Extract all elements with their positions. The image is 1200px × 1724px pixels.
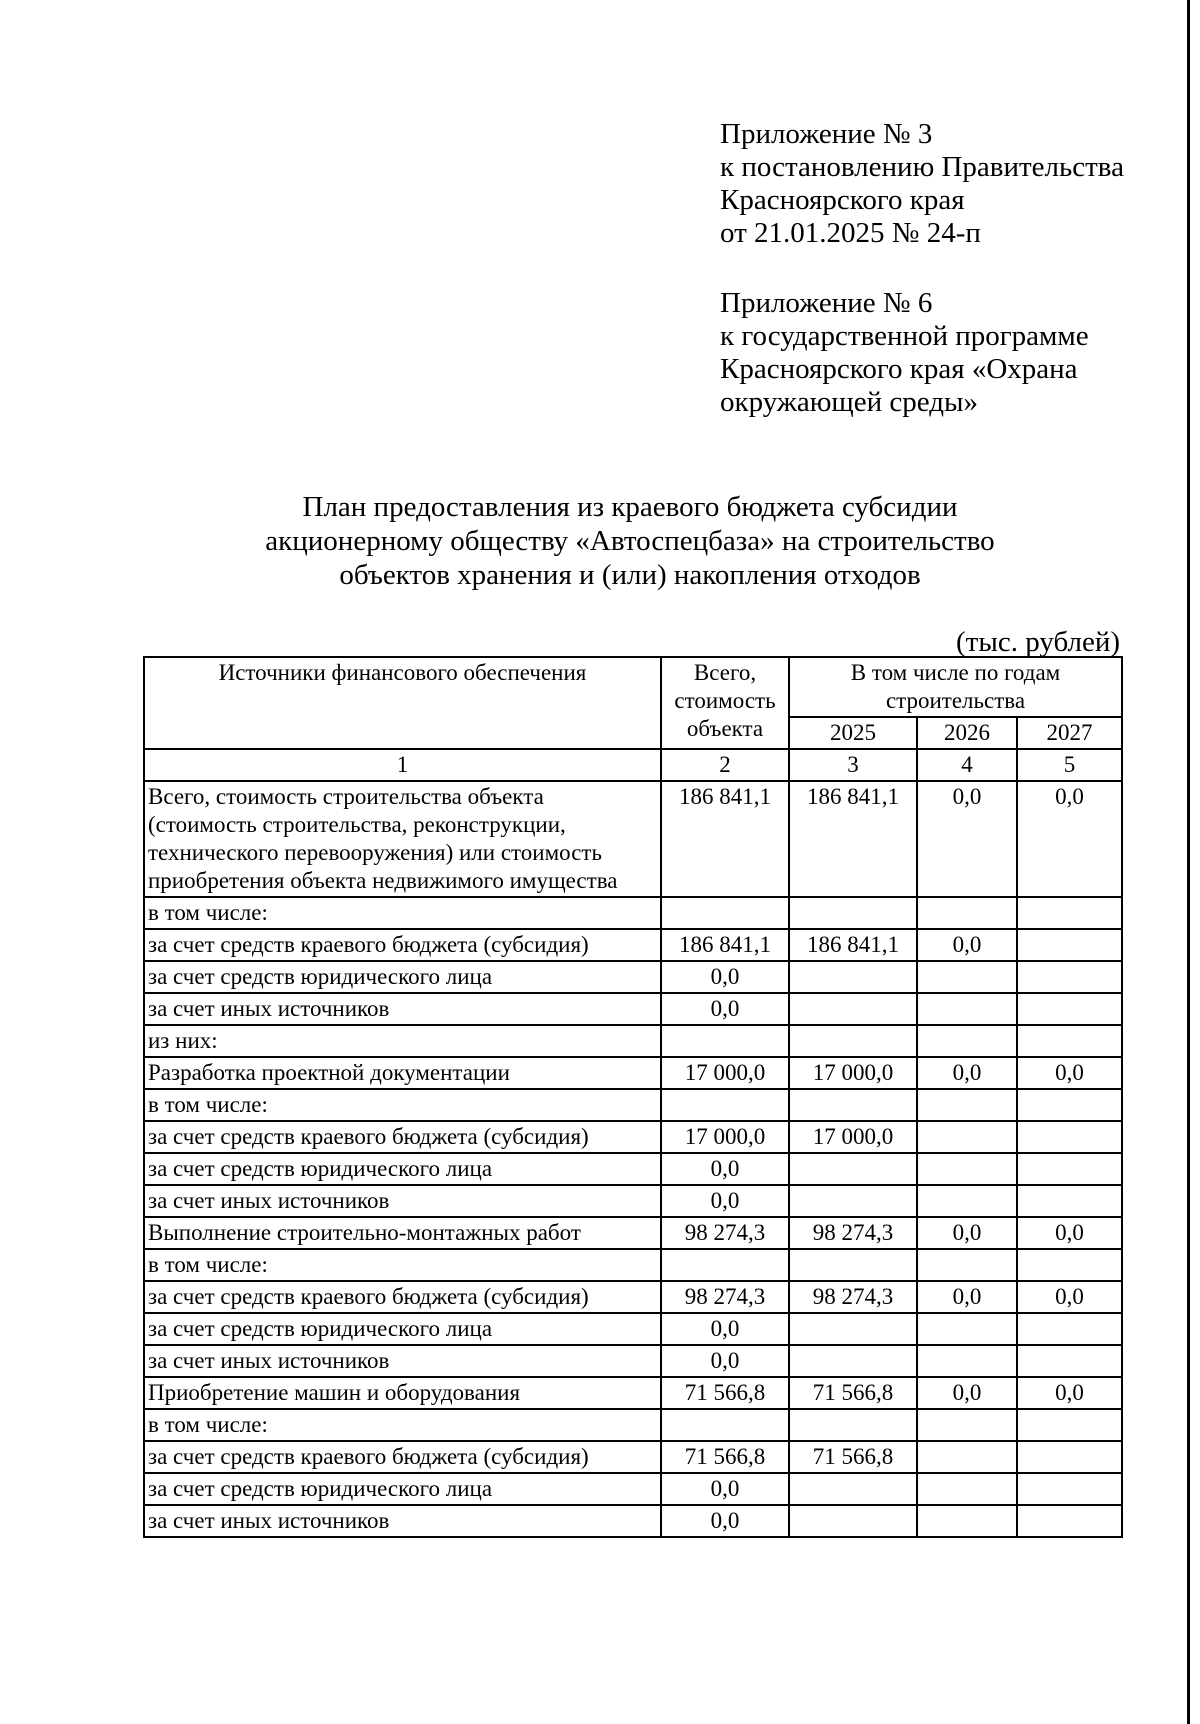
approval-line: Красноярского края (720, 184, 965, 216)
row-label: за счет иных источников (144, 1185, 661, 1217)
column-number: 5 (1017, 749, 1122, 781)
row-value-y2025: 98 274,3 (789, 1281, 917, 1313)
row-value-y2027 (1017, 1409, 1122, 1441)
row-value-y2027: 0,0 (1017, 781, 1122, 897)
row-label: в том числе: (144, 1249, 661, 1281)
row-value-y2025 (789, 1345, 917, 1377)
row-value-y2025 (789, 1505, 917, 1537)
row-value-y2027 (1017, 1345, 1122, 1377)
financing-table (143, 656, 1123, 1538)
table-row (144, 781, 1122, 897)
row-label: за счет средств юридического лица (144, 1313, 661, 1345)
table-row (144, 1249, 1122, 1281)
row-value-y2027 (1017, 929, 1122, 961)
row-label: в том числе: (144, 1089, 661, 1121)
header-total: Всего, стоимость объекта (661, 657, 789, 749)
column-number: 2 (661, 749, 789, 781)
row-value-y2027 (1017, 1153, 1122, 1185)
page-edge-line (1187, 0, 1190, 1724)
row-value-y2026 (917, 1121, 1017, 1153)
row-label: за счет средств юридического лица (144, 1473, 661, 1505)
table-row (144, 1441, 1122, 1473)
row-value-y2025 (789, 1153, 917, 1185)
table-row (144, 1057, 1122, 1089)
row-value-y2027 (1017, 1505, 1122, 1537)
table-body (144, 781, 1122, 1537)
document-title (140, 490, 1120, 592)
row-value-total: 0,0 (661, 1505, 789, 1537)
row-value-total: 98 274,3 (661, 1281, 789, 1313)
row-value-y2027 (1017, 1313, 1122, 1345)
row-value-total: 0,0 (661, 1345, 789, 1377)
row-value-y2025 (789, 1249, 917, 1281)
row-value-y2027: 0,0 (1017, 1217, 1122, 1249)
row-value-y2026: 0,0 (917, 1281, 1017, 1313)
table-row (144, 1409, 1122, 1441)
approval-line: к постановлению Правительства (720, 151, 1124, 183)
row-label: за счет иных источников (144, 1345, 661, 1377)
header-year-2025: 2025 (789, 717, 917, 749)
row-value-y2026 (917, 1441, 1017, 1473)
row-value-total: 0,0 (661, 1313, 789, 1345)
row-value-y2025 (789, 1473, 917, 1505)
row-label: за счет средств краевого бюджета (субсидия) (144, 929, 661, 961)
row-label: Всего, стоимость строительства объекта (стоимость строительства, реконструкции, технического перевооружения) или стоимость приобретения объекта недвижимого имущества (144, 781, 661, 897)
row-value-y2025 (789, 897, 917, 929)
row-label: за счет средств юридического лица (144, 1153, 661, 1185)
title-line: акционерному обществу «Автоспецбаза» на строительство (265, 525, 995, 557)
row-value-y2027 (1017, 993, 1122, 1025)
row-value-y2026: 0,0 (917, 1377, 1017, 1409)
row-value-y2026 (917, 1249, 1017, 1281)
row-value-y2027 (1017, 1089, 1122, 1121)
table-row (144, 1185, 1122, 1217)
header-year-2026: 2026 (917, 717, 1017, 749)
row-value-y2026 (917, 1185, 1017, 1217)
row-value-y2025 (789, 993, 917, 1025)
program-line: Красноярского края «Охрана (720, 353, 1078, 385)
row-label: за счет иных источников (144, 1505, 661, 1537)
row-value-y2025 (789, 961, 917, 993)
row-value-y2027: 0,0 (1017, 1377, 1122, 1409)
row-value-total: 17 000,0 (661, 1057, 789, 1089)
row-value-y2026 (917, 993, 1017, 1025)
row-value-total: 0,0 (661, 1473, 789, 1505)
row-value-total: 186 841,1 (661, 929, 789, 961)
table-row (144, 897, 1122, 929)
row-value-y2027 (1017, 1185, 1122, 1217)
row-value-y2027: 0,0 (1017, 1281, 1122, 1313)
row-value-y2025 (789, 1185, 917, 1217)
row-value-y2026 (917, 897, 1017, 929)
row-value-y2025: 71 566,8 (789, 1441, 917, 1473)
row-value-total (661, 897, 789, 929)
row-value-y2026 (917, 1025, 1017, 1057)
row-label: за счет средств юридического лица (144, 961, 661, 993)
table-row (144, 1281, 1122, 1313)
approval-header (720, 118, 1190, 250)
table-row (144, 1313, 1122, 1345)
header-year-2027: 2027 (1017, 717, 1122, 749)
row-value-y2025: 17 000,0 (789, 1057, 917, 1089)
row-value-y2027 (1017, 1249, 1122, 1281)
row-value-y2025: 186 841,1 (789, 781, 917, 897)
row-value-total (661, 1025, 789, 1057)
row-value-total: 17 000,0 (661, 1121, 789, 1153)
row-value-y2026 (917, 1345, 1017, 1377)
row-value-y2025: 17 000,0 (789, 1121, 917, 1153)
row-value-y2026 (917, 1473, 1017, 1505)
row-value-total: 98 274,3 (661, 1217, 789, 1249)
row-value-total (661, 1409, 789, 1441)
row-value-y2026 (917, 1089, 1017, 1121)
program-header (720, 287, 1190, 419)
approval-line: Приложение № 3 (720, 118, 933, 150)
row-value-total: 0,0 (661, 1185, 789, 1217)
program-line: Приложение № 6 (720, 287, 933, 319)
row-value-y2027 (1017, 1121, 1122, 1153)
table-row (144, 1345, 1122, 1377)
table-row (144, 993, 1122, 1025)
row-label: за счет иных источников (144, 993, 661, 1025)
row-value-y2025 (789, 1313, 917, 1345)
row-value-total: 0,0 (661, 961, 789, 993)
row-value-y2026 (917, 1313, 1017, 1345)
row-value-y2027 (1017, 961, 1122, 993)
row-value-total: 186 841,1 (661, 781, 789, 897)
column-number: 4 (917, 749, 1017, 781)
title-line: План предоставления из краевого бюджета субсидии (302, 491, 958, 523)
row-value-y2025 (789, 1089, 917, 1121)
title-line: объектов хранения и (или) накопления отходов (339, 559, 921, 591)
table-row (144, 1025, 1122, 1057)
row-label: за счет средств краевого бюджета (субсидия) (144, 1441, 661, 1473)
row-value-y2027 (1017, 1473, 1122, 1505)
row-label: в том числе: (144, 897, 661, 929)
row-value-y2026: 0,0 (917, 1217, 1017, 1249)
row-value-y2025 (789, 1409, 917, 1441)
row-label: в том числе: (144, 1409, 661, 1441)
table-row (144, 1153, 1122, 1185)
row-value-y2027 (1017, 897, 1122, 929)
row-value-total: 71 566,8 (661, 1377, 789, 1409)
table-row (144, 1473, 1122, 1505)
row-value-y2026 (917, 961, 1017, 993)
row-value-total (661, 1089, 789, 1121)
row-value-total: 71 566,8 (661, 1441, 789, 1473)
row-label: за счет средств краевого бюджета (субсидия) (144, 1281, 661, 1313)
table-row (144, 1089, 1122, 1121)
units-label: (тыс. рублей) (956, 626, 1120, 658)
row-value-y2026: 0,0 (917, 1057, 1017, 1089)
table-row (144, 1121, 1122, 1153)
row-value-y2026: 0,0 (917, 929, 1017, 961)
row-value-y2026 (917, 1409, 1017, 1441)
program-line: окружающей среды» (720, 386, 978, 418)
header-by-years: В том числе по годам строительства (789, 657, 1122, 717)
row-label: за счет средств краевого бюджета (субсидия) (144, 1121, 661, 1153)
row-value-total (661, 1249, 789, 1281)
row-label: Выполнение строительно-монтажных работ (144, 1217, 661, 1249)
table-row (144, 929, 1122, 961)
row-value-y2026 (917, 1505, 1017, 1537)
column-number: 1 (144, 749, 661, 781)
header-sources: Источники финансового обеспечения (144, 657, 661, 749)
approval-line: от 21.01.2025 № 24-п (720, 217, 981, 249)
row-label: Разработка проектной документации (144, 1057, 661, 1089)
table-row (144, 1217, 1122, 1249)
row-value-y2027 (1017, 1025, 1122, 1057)
row-value-y2025 (789, 1025, 917, 1057)
row-value-y2025: 71 566,8 (789, 1377, 917, 1409)
row-label: Приобретение машин и оборудования (144, 1377, 661, 1409)
row-value-y2027 (1017, 1441, 1122, 1473)
row-value-total: 0,0 (661, 1153, 789, 1185)
row-label: из них: (144, 1025, 661, 1057)
table-row (144, 961, 1122, 993)
row-value-total: 0,0 (661, 993, 789, 1025)
row-value-y2026 (917, 1153, 1017, 1185)
row-value-y2027: 0,0 (1017, 1057, 1122, 1089)
table-row (144, 1505, 1122, 1537)
row-value-y2025: 186 841,1 (789, 929, 917, 961)
table-row (144, 1377, 1122, 1409)
column-number: 3 (789, 749, 917, 781)
row-value-y2025: 98 274,3 (789, 1217, 917, 1249)
row-value-y2026: 0,0 (917, 781, 1017, 897)
program-line: к государственной программе (720, 320, 1089, 352)
